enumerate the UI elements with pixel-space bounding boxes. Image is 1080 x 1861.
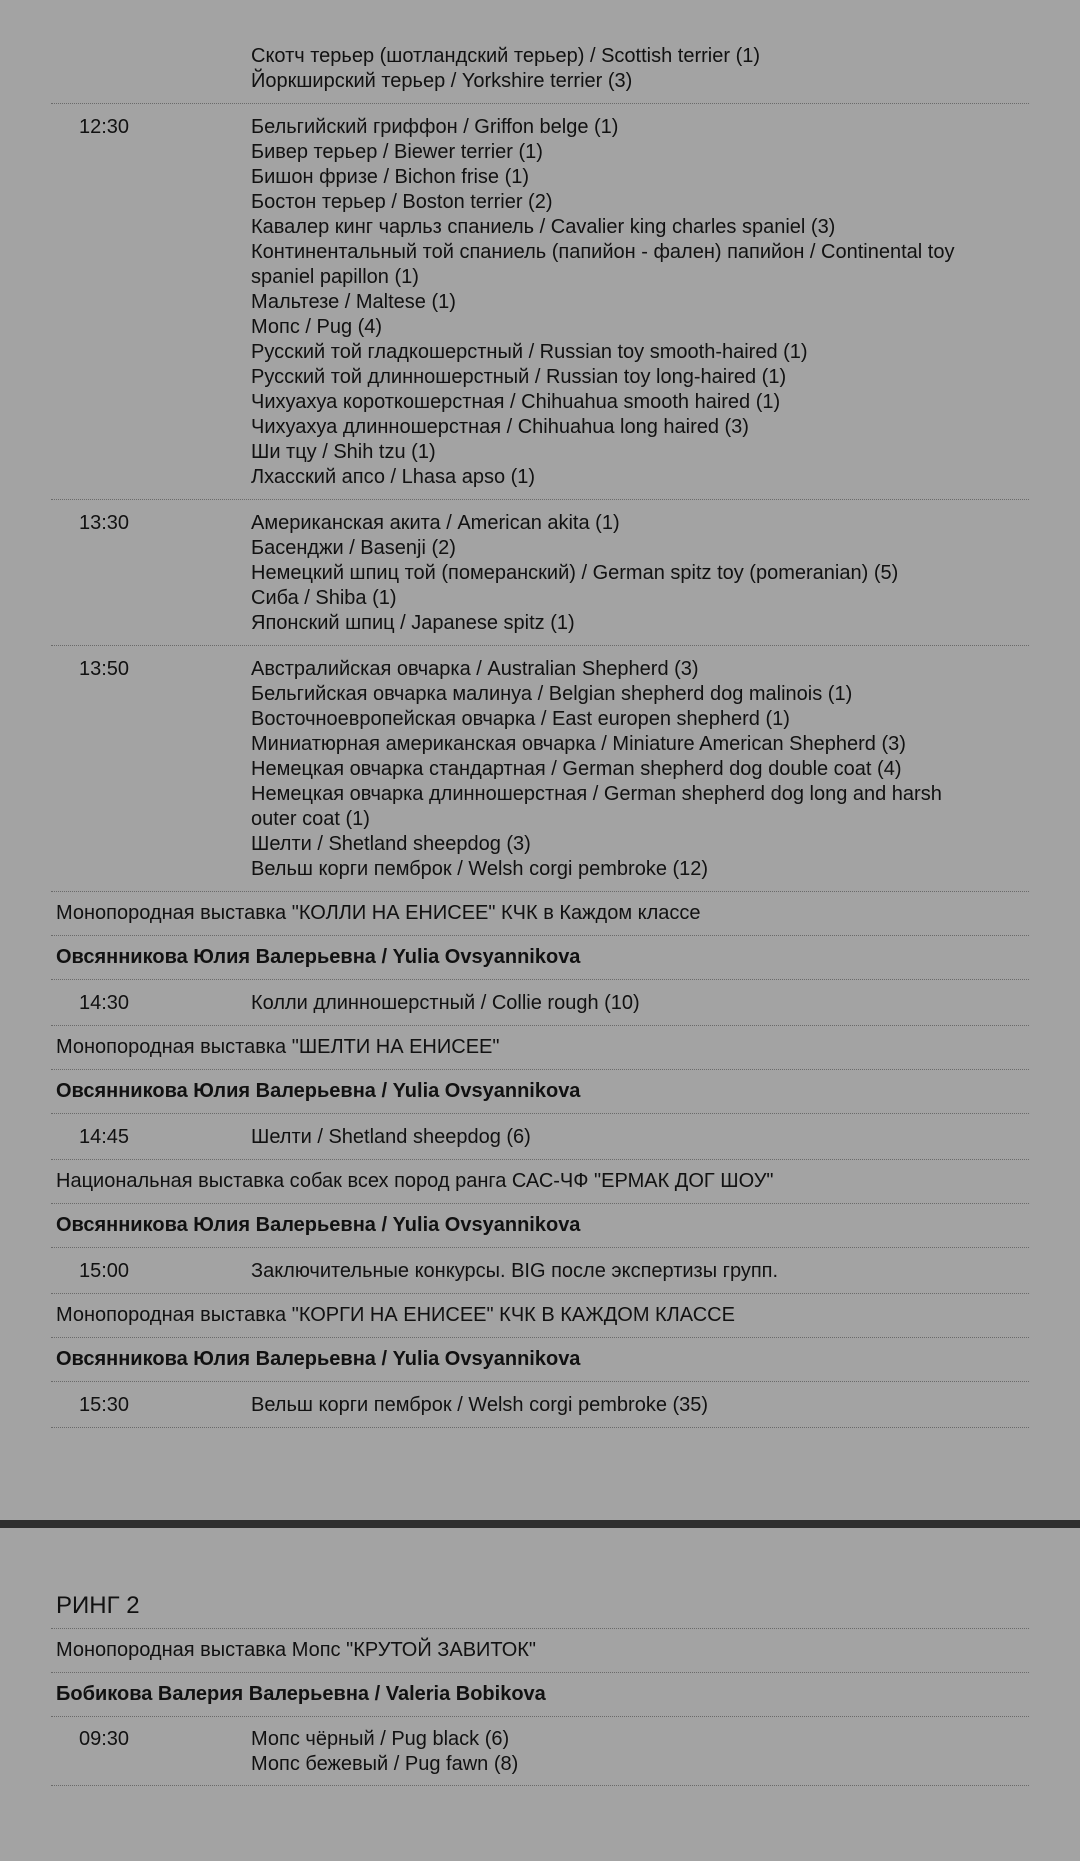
breed-list bbox=[251, 1393, 1029, 1418]
breed-item: Мопс чёрный / Pug black (6) bbox=[251, 1728, 510, 1750]
ring-title: РИНГ 2 bbox=[51, 1580, 1029, 1629]
schedule-row bbox=[51, 1114, 1029, 1160]
schedule-row bbox=[51, 104, 1029, 500]
show-title: Монопородная выставка "ШЕЛТИ НА ЕНИСЕЕ" bbox=[51, 1026, 1029, 1070]
schedule-row bbox=[51, 1248, 1029, 1294]
schedule-row bbox=[51, 646, 1029, 892]
schedule-row bbox=[51, 1382, 1029, 1428]
breed-item: Американская акита / American akita (1) bbox=[251, 512, 620, 534]
breed-item: Мопс бежевый / Pug fawn (8) bbox=[251, 1753, 519, 1775]
breed-list bbox=[251, 991, 1029, 1016]
breed-item: Лхасский апсо / Lhasa apso (1) bbox=[251, 466, 536, 488]
ring2-schedule bbox=[51, 1580, 1029, 1786]
show-title: Монопородная выставка "КОЛЛИ НА ЕНИСЕЕ" КЧК в Каждом классе bbox=[51, 892, 1029, 936]
judge-name: Овсянникова Юлия Валерьевна / Yulia Ovsyannikova bbox=[51, 1338, 1029, 1382]
judge-name: Овсянникова Юлия Валерьевна / Yulia Ovsyannikova bbox=[51, 1204, 1029, 1248]
schedule-row bbox=[51, 980, 1029, 1026]
time-slot: 15:30 bbox=[79, 1394, 130, 1416]
breed-item: Чихуахуа короткошерстная / Chihuahua smooth haired (1) bbox=[251, 391, 781, 413]
breed-list bbox=[251, 1125, 1029, 1150]
breed-item: Восточноевропейская овчарка / East europen shepherd (1) bbox=[251, 708, 790, 730]
breed-list bbox=[251, 657, 1029, 882]
breed-item: Бостон терьер / Boston terrier (2) bbox=[251, 191, 553, 213]
breed-item: Континентальный той спаниель (папийон - фален) папийон / Continental toy bbox=[251, 241, 955, 263]
breed-item: Вельш корги пемброк / Welsh corgi pembroke (35) bbox=[251, 1394, 709, 1416]
breed-item: Бишон фризе / Bichon frise (1) bbox=[251, 166, 530, 188]
breed-item: Шелти / Shetland sheepdog (6) bbox=[251, 1126, 531, 1148]
time-slot: 13:30 bbox=[79, 512, 130, 534]
breed-item: Шелти / Shetland sheepdog (3) bbox=[251, 833, 531, 855]
breed-list bbox=[251, 1727, 1029, 1777]
time-slot: 15:00 bbox=[79, 1260, 130, 1282]
breed-item: Немецкая овчарка длинношерстная / German shepherd dog long and harsh bbox=[251, 783, 942, 805]
show-title: Национальная выставка собак всех пород ранга САС-ЧФ "ЕРМАК ДОГ ШОУ" bbox=[51, 1160, 1029, 1204]
breed-item: Австралийская овчарка / Australian Shepherd (3) bbox=[251, 658, 699, 680]
breed-item: Бивер терьер / Biewer terrier (1) bbox=[251, 141, 543, 163]
breed-item: Мопс / Pug (4) bbox=[251, 316, 383, 338]
time-slot: 14:45 bbox=[79, 1126, 130, 1148]
section-divider bbox=[0, 1520, 1080, 1528]
show-title: Монопородная выставка "КОРГИ НА ЕНИСЕЕ" КЧК В КАЖДОМ КЛАССЕ bbox=[51, 1294, 1029, 1338]
breed-item: Басенджи / Basenji (2) bbox=[251, 537, 456, 559]
breed-item: Бельгийская овчарка малинуа / Belgian shepherd dog malinois (1) bbox=[251, 683, 853, 705]
breed-item: Кавалер кинг чарльз спаниель / Cavalier king charles spaniel (3) bbox=[251, 216, 836, 238]
breed-item: Японский шпиц / Japanese spitz (1) bbox=[251, 612, 575, 634]
breed-item: Мальтезе / Maltese (1) bbox=[251, 291, 456, 313]
schedule-row bbox=[51, 0, 1029, 104]
breed-item: Немецкий шпиц той (померанский) / German spitz toy (pomeranian) (5) bbox=[251, 562, 899, 584]
breed-item: Чихуахуа длинношерстная / Chihuahua long haired (3) bbox=[251, 416, 749, 438]
breed-item: Бельгийский гриффон / Griffon belge (1) bbox=[251, 116, 619, 138]
judge-name: Овсянникова Юлия Валерьевна / Yulia Ovsyannikova bbox=[51, 1070, 1029, 1114]
breed-item: Скотч терьер (шотландский терьер) / Scottish terrier (1) bbox=[251, 45, 761, 67]
judge-name: Овсянникова Юлия Валерьевна / Yulia Ovsyannikova bbox=[51, 936, 1029, 980]
breed-item: Русский той длинношерстный / Russian toy long-haired (1) bbox=[251, 366, 787, 388]
schedule-row bbox=[51, 500, 1029, 646]
breed-item: Заключительные конкурсы. BIG после экспертизы групп. bbox=[251, 1260, 779, 1282]
time-slot bbox=[51, 44, 251, 94]
breed-item: Русский той гладкошерстный / Russian toy smooth-haired (1) bbox=[251, 341, 808, 363]
time-slot: 09:30 bbox=[79, 1728, 130, 1750]
breed-item: Йоркширский терьер / Yorkshire terrier (3) bbox=[251, 70, 633, 92]
breed-list bbox=[251, 1259, 1029, 1284]
breed-item: Миниатюрная американская овчарка / Miniature American Shepherd (3) bbox=[251, 733, 906, 755]
breed-item: Ши тцу / Shih tzu (1) bbox=[251, 441, 436, 463]
time-slot: 13:50 bbox=[79, 658, 130, 680]
breed-item: outer coat (1) bbox=[251, 808, 370, 830]
breed-list bbox=[251, 511, 1029, 636]
breed-item: Немецкая овчарка стандартная / German shepherd dog double coat (4) bbox=[251, 758, 902, 780]
breed-item: Сиба / Shiba (1) bbox=[251, 587, 397, 609]
show-title: Монопородная выставка Мопс "КРУТОЙ ЗАВИТОК" bbox=[51, 1629, 1029, 1673]
breed-list bbox=[251, 115, 1029, 490]
breed-item: spaniel papillon (1) bbox=[251, 266, 419, 288]
time-slot: 12:30 bbox=[79, 116, 130, 138]
breed-item: Вельш корги пемброк / Welsh corgi pembroke (12) bbox=[251, 858, 709, 880]
schedule-row bbox=[51, 1717, 1029, 1786]
breed-item: Колли длинношерстный / Collie rough (10) bbox=[251, 992, 640, 1014]
judge-name: Бобикова Валерия Валерьевна / Valeria Bobikova bbox=[51, 1673, 1029, 1717]
breed-list bbox=[251, 44, 1029, 94]
time-slot: 14:30 bbox=[79, 992, 130, 1014]
